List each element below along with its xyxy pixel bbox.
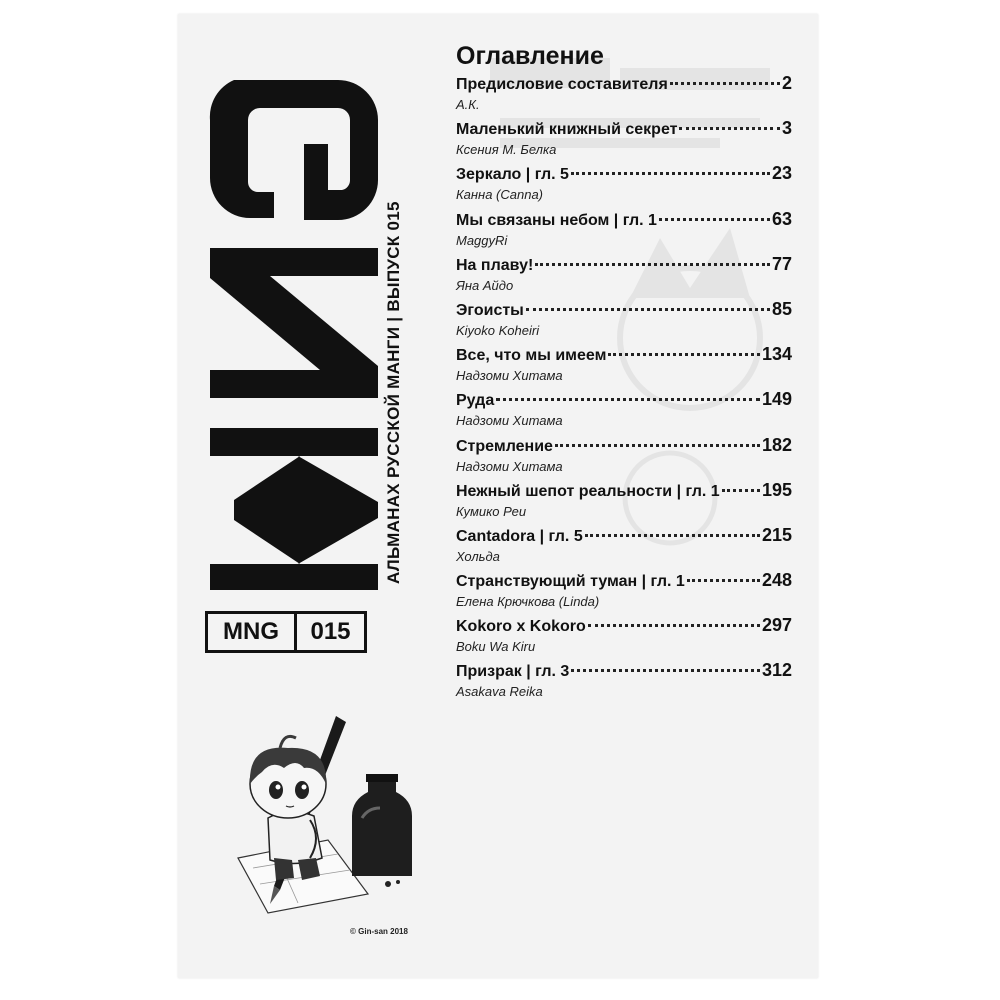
entry-author: Надзоми Хитама — [456, 368, 563, 384]
entry-author: Boku Wa Kiru — [456, 639, 536, 655]
entry-title: Мы связаны небом | гл. 1 — [456, 211, 657, 229]
copyright-notice: © Gin-san 2018 — [350, 927, 408, 936]
entry-page: 85 — [771, 298, 792, 319]
dot-leader — [722, 489, 760, 492]
entry-page: 23 — [771, 163, 792, 184]
almanac-subtitle: АЛЬМАНАХ РУССКОЙ МАНГИ | ВЫПУСК 015 — [384, 201, 403, 584]
entry-title: Эгоисты — [456, 301, 524, 319]
toc-entry — [456, 163, 792, 208]
entry-title: На плаву! — [456, 256, 534, 274]
dot-leader — [585, 534, 760, 537]
entry-page: 312 — [761, 660, 792, 681]
entry-title: Маленький книжный секрет — [456, 121, 678, 139]
entry-title: Kokoro x Kokoro — [456, 618, 586, 636]
entry-page: 149 — [761, 389, 792, 410]
dot-leader — [496, 398, 760, 401]
entry-author: Хольда — [456, 548, 500, 564]
entry-page: 77 — [771, 253, 792, 274]
entry-page: 182 — [761, 434, 792, 455]
toc-entry — [456, 525, 792, 570]
entry-page: 3 — [781, 118, 792, 139]
dot-leader — [608, 353, 760, 356]
toc-entry — [456, 570, 792, 615]
entry-page: 248 — [761, 570, 792, 591]
entry-page: 215 — [761, 524, 792, 545]
dot-leader — [571, 669, 760, 672]
dot-leader — [588, 624, 760, 627]
dot-leader — [526, 308, 770, 311]
dot-leader — [571, 172, 770, 175]
table-of-contents — [456, 73, 792, 706]
issue-label: MNG — [208, 614, 297, 650]
toc-entry — [456, 435, 792, 480]
mng-logo — [204, 50, 382, 590]
issue-box — [205, 611, 367, 653]
toc-entry — [456, 73, 792, 118]
entry-author: MaggyRi — [456, 232, 508, 248]
chibi-artist-illustration — [218, 708, 428, 918]
entry-page: 63 — [771, 208, 792, 229]
toc-title: Оглавление — [456, 42, 604, 70]
dot-leader — [659, 218, 770, 221]
entry-author: Яна Айдо — [456, 277, 514, 293]
entry-author: Кумико Реи — [456, 503, 527, 519]
entry-title: Стремление — [456, 437, 553, 455]
entry-author: Надзоми Хитама — [456, 413, 563, 429]
entry-page: 195 — [761, 479, 792, 500]
toc-entry — [456, 615, 792, 660]
entry-author: Надзоми Хитама — [456, 458, 563, 474]
toc-entry — [456, 118, 792, 163]
toc-entry — [456, 480, 792, 525]
dot-leader — [670, 82, 780, 85]
toc-entry — [456, 344, 792, 389]
toc-entry — [456, 254, 792, 299]
entry-author: Елена Крючкова (Linda) — [456, 594, 600, 610]
entry-title: Руда — [456, 392, 495, 410]
entry-page: 297 — [761, 615, 792, 636]
toc-entry — [456, 209, 792, 254]
entry-author: Asakava Reika — [456, 684, 543, 700]
entry-title: Все, что мы имеем — [456, 347, 607, 365]
entry-author: Kiyoko Koheiri — [456, 322, 540, 338]
entry-author: Канна (Canna) — [456, 187, 544, 203]
toc-entry — [456, 389, 792, 434]
toc-entry — [456, 299, 792, 344]
entry-author: Ксения М. Белка — [456, 142, 557, 158]
entry-title: Призрак | гл. 3 — [456, 663, 570, 681]
dot-leader — [687, 579, 760, 582]
dot-leader — [535, 263, 770, 266]
entry-author: А.К. — [456, 97, 480, 112]
entry-title: Странствующий туман | гл. 1 — [456, 573, 685, 591]
toc-entry — [456, 660, 792, 705]
entry-title: Cantadora | гл. 5 — [456, 527, 583, 545]
dot-leader — [555, 444, 760, 447]
entry-title: Предисловие составителя — [456, 76, 668, 93]
entry-title: Зеркало | гл. 5 — [456, 166, 569, 184]
issue-number: 015 — [310, 618, 351, 645]
entry-title: Нежный шепот реальности | гл. 1 — [456, 482, 720, 500]
entry-page: 2 — [781, 73, 792, 93]
dot-leader — [679, 127, 780, 130]
entry-page: 134 — [761, 344, 792, 365]
